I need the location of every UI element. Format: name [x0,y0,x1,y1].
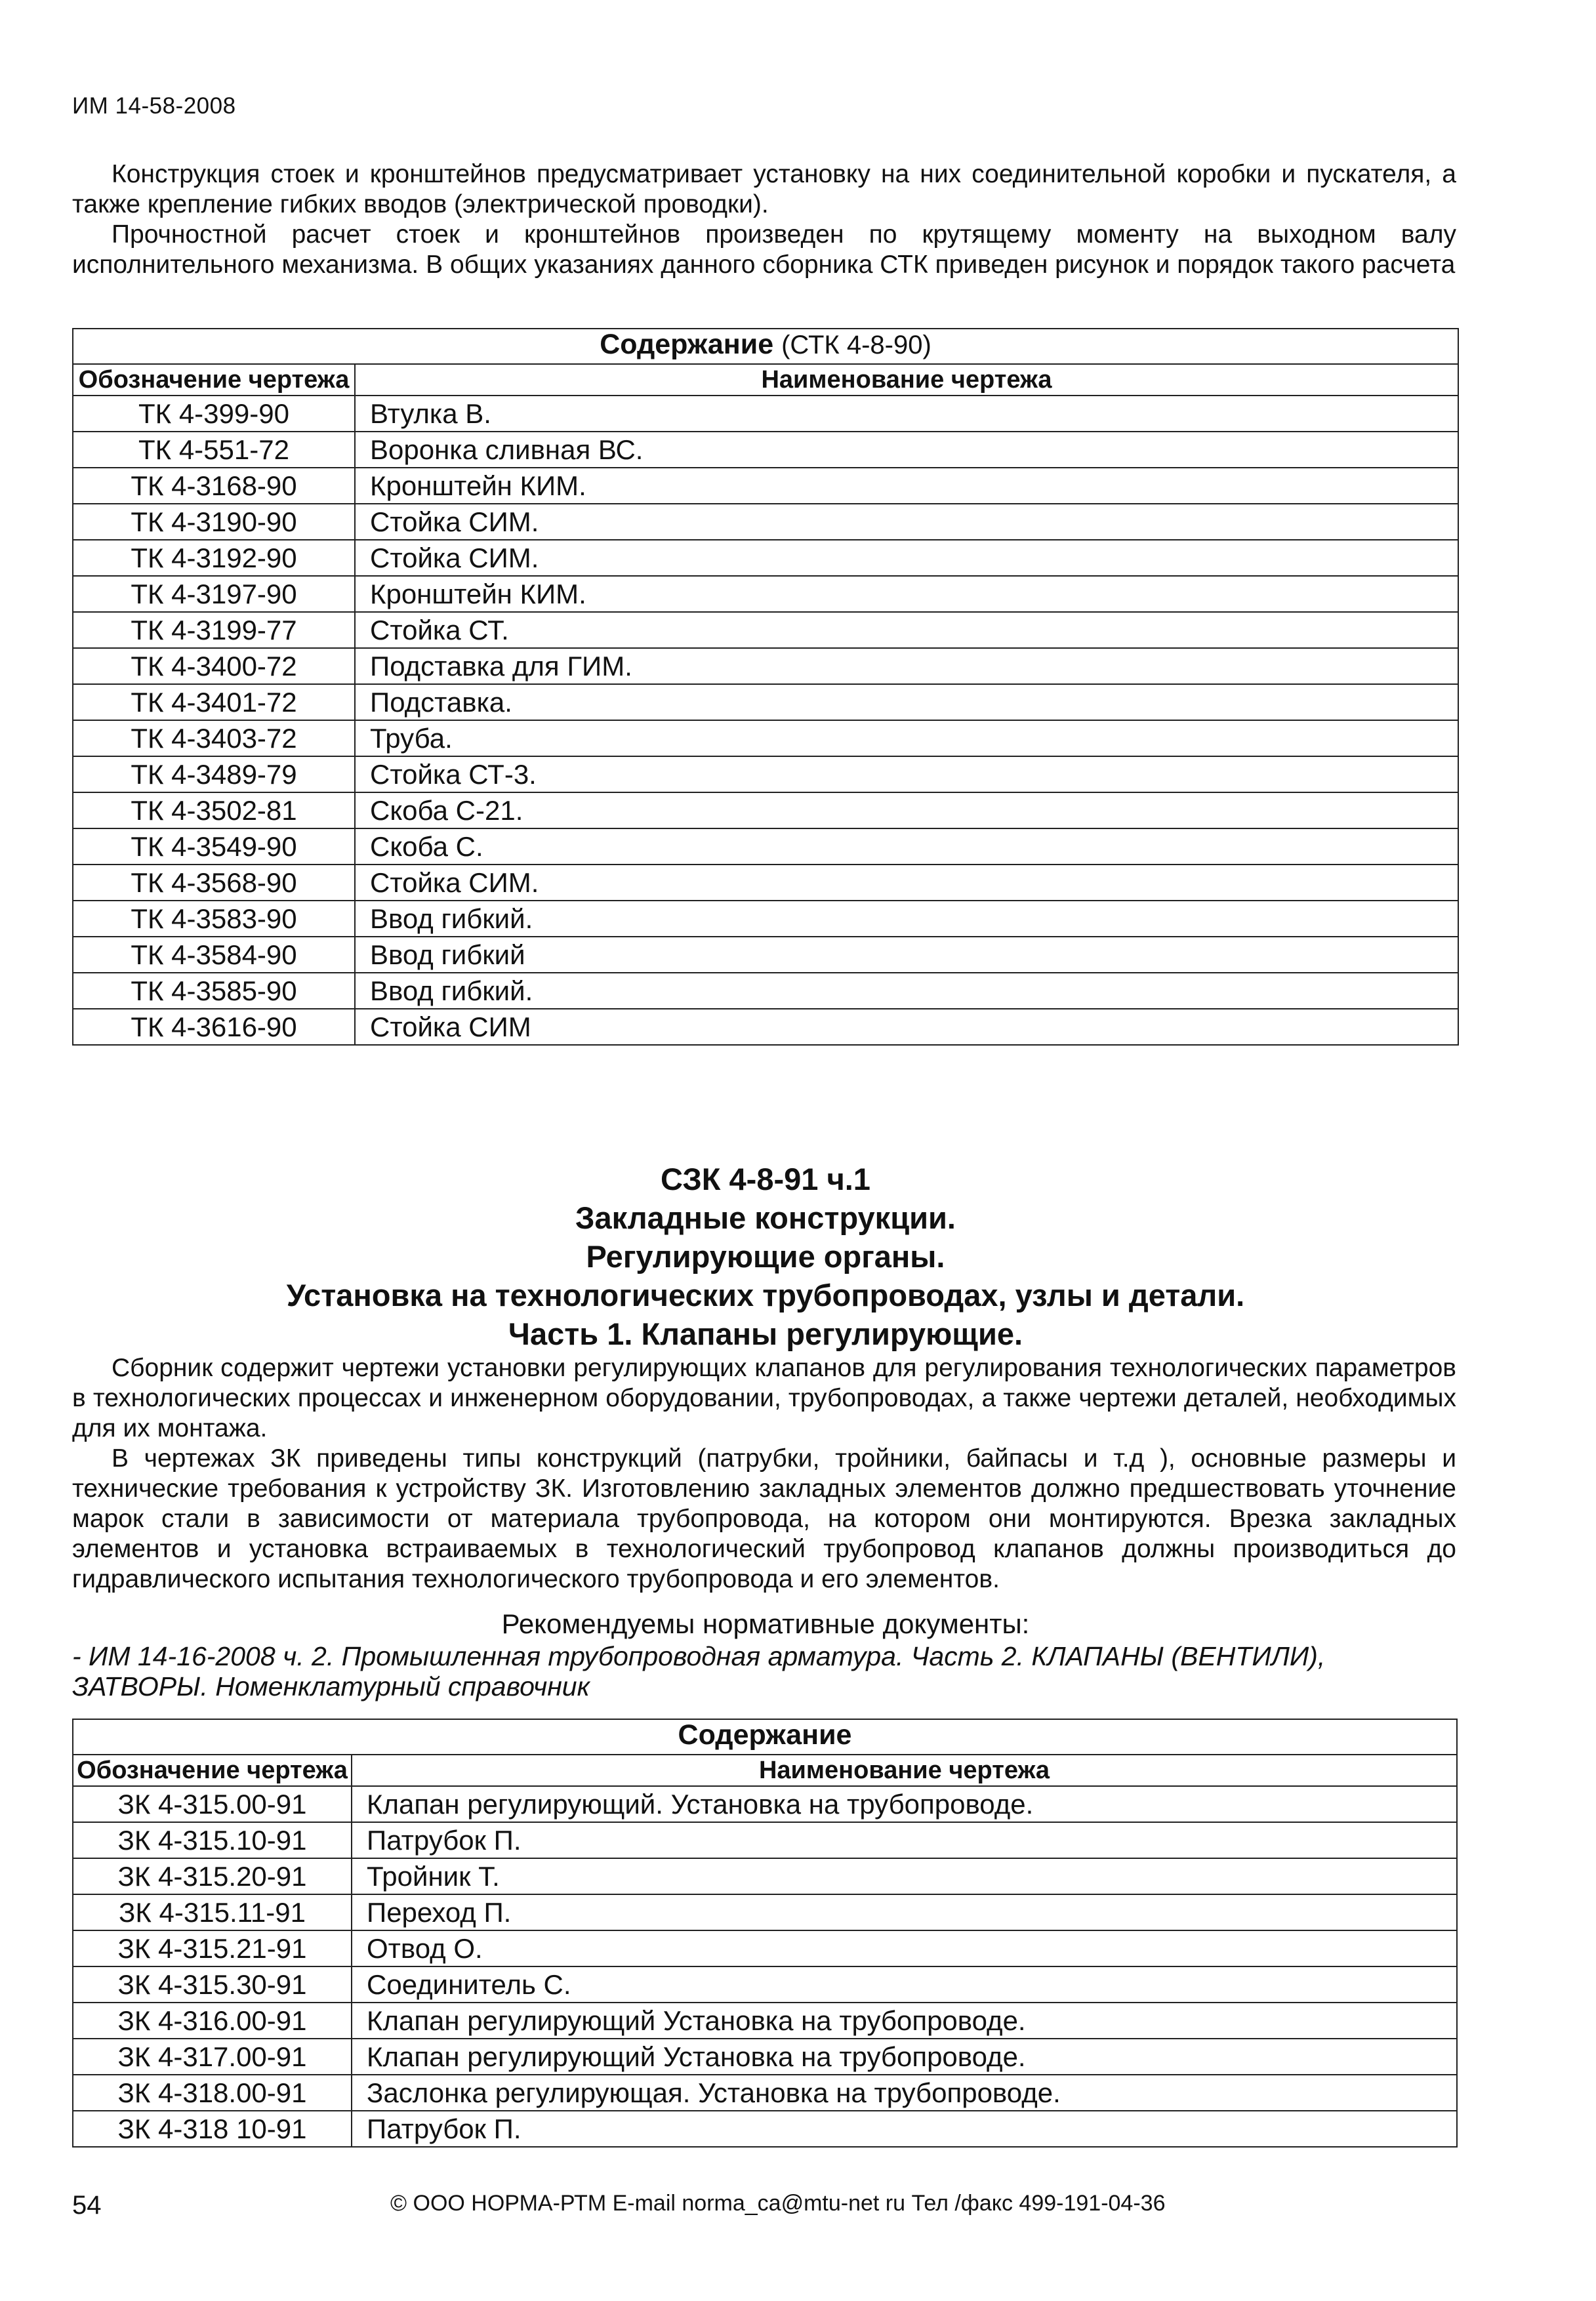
document-code-header: ИМ 14-58-2008 [72,93,236,119]
table-row [73,432,1458,468]
drawing-code: ЗК 4-315.11-91 [73,1894,352,1930]
contents-table-stk [72,328,1459,1046]
drawing-name: Ввод гибкий [355,937,1458,973]
drawing-code: ТК 4-3401-72 [73,684,355,720]
table-row [73,2003,1457,2039]
drawing-name: Кронштейн КИМ. [355,468,1458,504]
table-caption-suffix: (СТК 4-8-90) [781,331,931,359]
drawing-name: Стойка СИМ [355,1009,1458,1045]
drawing-code: ЗК 4-315.21-91 [73,1930,352,1966]
column-header-name: Наименование чертежа [352,1755,1457,1786]
section-paragraph: В чертежах ЗК приведены типы конструкций (патрубки, тройники, байпасы и т.д ), основные размеры и технические требования к устройству ЗК. Изготовлению закладных элементов должно предшествовать уточнение марок стали в зависимости от материала трубопровода, на котором они монтируются. Врезка закладных элементов и установка встраиваемых в технологический трубопровод клапанов должны производиться до гидравлического испытания технологического трубопровода и его элементов. [72,1444,1456,1593]
drawing-code: ТК 4-3192-90 [73,540,355,576]
drawing-code: ТК 4-551-72 [73,432,355,468]
drawing-name: Воронка сливная ВС. [355,432,1458,468]
drawing-name: Скоба С-21. [355,792,1458,828]
table-row [73,1822,1457,1858]
drawing-name: Стойка СИМ. [355,540,1458,576]
section-heading [72,1160,1459,1353]
table-row [73,396,1458,432]
intro-paragraph: Конструкция стоек и кронштейнов предусматривает установку на них соединительной коробки и пускателя, а также крепление гибких вводов (электрической проводки). [72,160,1456,218]
table-row [73,612,1458,648]
footer-copyright: © ООО НОРМА-РТМ E-mail norma_ca@mtu-net ru Тел /факс 499-191-04-36 [390,2191,1166,2216]
column-header-name: Наименование чертежа [355,364,1458,396]
table-caption [73,1719,1457,1755]
table-row [73,1009,1458,1045]
table-row [73,576,1458,612]
drawing-name: Клапан регулирующий Установка на трубопроводе. [352,2039,1457,2075]
drawing-name: Подставка для ГИМ. [355,648,1458,684]
table-body [73,396,1458,1045]
drawing-name: Соединитель С. [352,1966,1457,2003]
drawing-code: ЗК 4-315.00-91 [73,1786,352,1822]
reference-document: - ИМ 14-16-2008 ч. 2. Промышленная трубопроводная арматура. Часть 2. КЛАПАНЫ (ВЕНТИЛИ), ЗАТВОРЫ. Номенклатурный справочник [72,1641,1326,1701]
table-row [73,1966,1457,2003]
drawing-code: ЗК 4-318 10-91 [73,2111,352,2147]
drawing-name: Стойка СИМ. [355,865,1458,901]
table-row [73,2111,1457,2147]
drawing-name: Патрубок П. [352,1822,1457,1858]
table-row [73,1858,1457,1894]
drawing-name: Патрубок П. [352,2111,1457,2147]
drawing-name: Ввод гибкий. [355,901,1458,937]
drawing-code: ЗК 4-315.30-91 [73,1966,352,2003]
table-row [73,865,1458,901]
drawing-code: ТК 4-3199-77 [73,612,355,648]
table-caption-title: Содержание [678,1719,852,1751]
drawing-code: ЗК 4-315.10-91 [73,1822,352,1858]
page-number: 54 [72,2191,102,2220]
drawing-code: ЗК 4-315.20-91 [73,1858,352,1894]
table-row [73,1786,1457,1822]
drawing-name: Стойка СТ-3. [355,756,1458,792]
column-header-code: Обозначение чертежа [73,364,355,396]
table-row [73,1894,1457,1930]
table-row [73,937,1458,973]
drawing-code: ТК 4-3168-90 [73,468,355,504]
drawing-code: ТК 4-3584-90 [73,937,355,973]
table-row [73,1930,1457,1966]
drawing-code: ТК 4-399-90 [73,396,355,432]
drawing-code: ТК 4-3489-79 [73,756,355,792]
drawing-code: ТК 4-3549-90 [73,828,355,865]
drawing-name: Стойка СИМ. [355,504,1458,540]
column-header-code: Обозначение чертежа [73,1755,352,1786]
section-paragraph: Сборник содержит чертежи установки регулирующих клапанов для регулирования технологических параметров в технологических процессах и инженерном оборудовании, трубопроводах, а также чертежи деталей, необходимых для их монтажа. [72,1354,1456,1442]
drawing-name: Скоба С. [355,828,1458,865]
table-row [73,901,1458,937]
drawing-code: ТК 4-3403-72 [73,720,355,756]
drawing-name: Втулка В. [355,396,1458,432]
table-row [73,540,1458,576]
table-row [73,468,1458,504]
intro-paragraph: Прочностной расчет стоек и кронштейнов произведен по крутящему моменту на выходном валу исполнительного механизма. В общих указаниях данного сборника СТК приведен рисунок и порядок такого расчета [72,220,1456,279]
drawing-code: ТК 4-3197-90 [73,576,355,612]
drawing-name: Отвод О. [352,1930,1457,1966]
section-title-line: Закладные конструкции. [575,1200,956,1235]
section-title-line: Часть 1. Клапаны регулирующие. [508,1316,1023,1351]
drawing-name: Переход П. [352,1894,1457,1930]
drawing-code: ТК 4-3585-90 [73,973,355,1009]
drawing-code: ТК 4-3568-90 [73,865,355,901]
drawing-name: Клапан регулирующий Установка на трубопроводе. [352,2003,1457,2039]
table-row [73,648,1458,684]
drawing-name: Клапан регулирующий. Установка на трубопроводе. [352,1786,1457,1822]
table-body [73,1786,1457,2147]
drawing-code: ТК 4-3583-90 [73,901,355,937]
table-caption-title: Содержание [600,329,774,360]
drawing-code: ТК 4-3400-72 [73,648,355,684]
contents-table-szk [72,1719,1458,2148]
section-title-line: СЗК 4-8-91 ч.1 [661,1162,870,1196]
table-row [73,2075,1457,2111]
drawing-name: Кронштейн КИМ. [355,576,1458,612]
drawing-code: ЗК 4-318.00-91 [73,2075,352,2111]
drawing-code: ТК 4-3616-90 [73,1009,355,1045]
table-row [73,684,1458,720]
table-row [73,828,1458,865]
drawing-name: Заслонка регулирующая. Установка на трубопроводе. [352,2075,1457,2111]
intro-text [72,159,1456,280]
drawing-code: ТК 4-3190-90 [73,504,355,540]
drawing-code: ЗК 4-316.00-91 [73,2003,352,2039]
table-row [73,2039,1457,2075]
table-row [73,720,1458,756]
section-title-line: Установка на технологических трубопроводах, узлы и детали. [286,1278,1245,1313]
table-caption [73,329,1458,364]
drawing-name: Тройник Т. [352,1858,1457,1894]
table-row [73,756,1458,792]
drawing-code: ЗК 4-317.00-91 [73,2039,352,2075]
table-row [73,973,1458,1009]
drawing-name: Подставка. [355,684,1458,720]
table-row [73,504,1458,540]
table-row [73,792,1458,828]
drawing-code: ТК 4-3502-81 [73,792,355,828]
drawing-name: Стойка СТ. [355,612,1458,648]
recommended-docs-heading: Рекомендуемы нормативные документы: [501,1608,1030,1639]
section-text [72,1353,1456,1595]
section-title-line: Регулирующие органы. [586,1239,945,1274]
drawing-name: Ввод гибкий. [355,973,1458,1009]
drawing-name: Труба. [355,720,1458,756]
